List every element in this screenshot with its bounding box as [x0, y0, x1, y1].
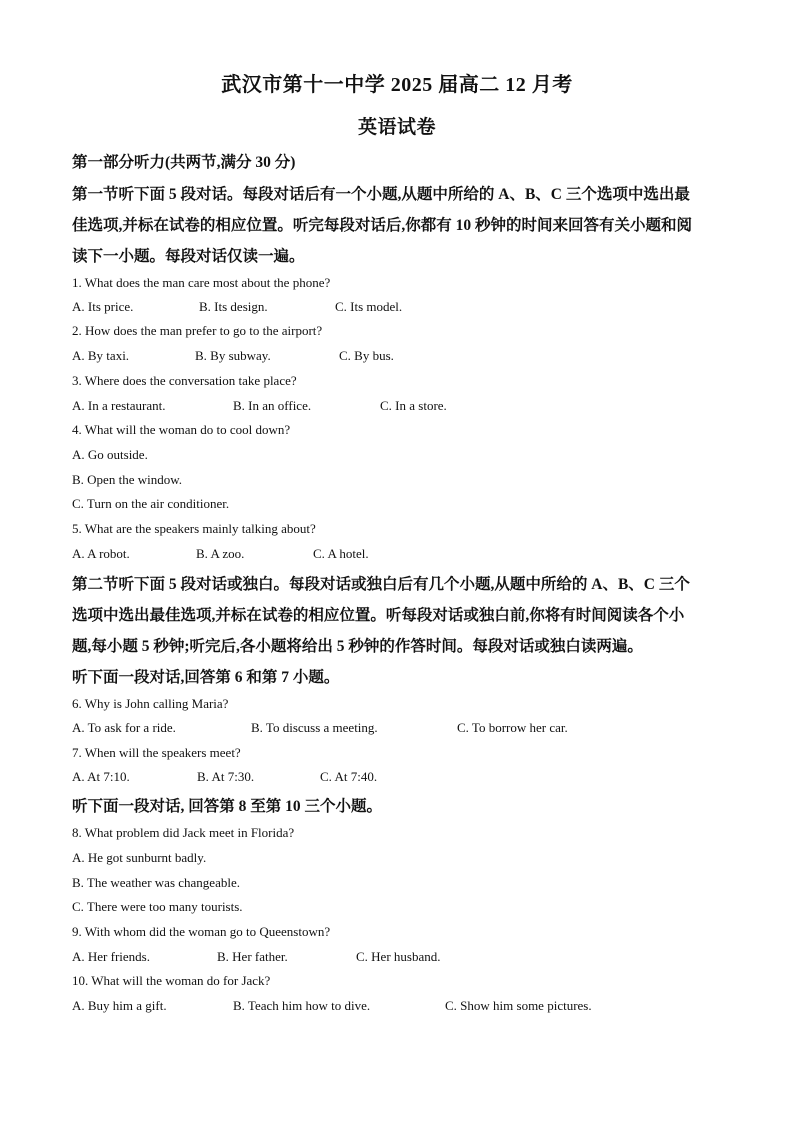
question-4-option-a: A. Go outside. [72, 447, 148, 462]
question-7-option-a: A. At 7:10. [72, 769, 130, 784]
question-2-option-b: B. By subway. [195, 348, 271, 363]
section2-instructions-line1: 第二节听下面 5 段对话或独白。每段对话或独白后有几个小题,从题中所给的 A、B、C 三个 [72, 576, 690, 593]
question-10-option-c: C. Show him some pictures. [445, 998, 592, 1013]
question-3: 3. Where does the conversation take place? [72, 373, 297, 388]
question-9-option-a: A. Her friends. [72, 949, 150, 964]
question-9: 9. With whom did the woman go to Queenstown? [72, 924, 331, 939]
question-4-option-b: B. Open the window. [72, 472, 183, 487]
question-2-option-a: A. By taxi. [72, 348, 130, 363]
group-heading-6-7: 听下面一段对话,回答第 6 和第 7 小题。 [72, 669, 340, 686]
question-7: 7. When will the speakers meet? [72, 745, 241, 760]
group-heading-8-10: 听下面一段对话, 回答第 8 至第 10 三个小题。 [72, 798, 383, 815]
question-2-option-c: C. By bus. [339, 348, 394, 363]
question-5-option-a: A. A robot. [72, 546, 130, 561]
exam-subtitle: 英语试卷 [357, 117, 436, 138]
question-10: 10. What will the woman do for Jack? [72, 973, 271, 988]
section1-instructions-line3: 读下一小题。每段对话仅读一遍。 [72, 248, 305, 265]
question-5-option-b: B. A zoo. [196, 546, 245, 561]
exam-title: 武汉市第十一中学 2025 届高二 12 月考 [221, 74, 573, 96]
question-1-option-c: C. Its model. [335, 299, 403, 314]
question-9-option-c: C. Her husband. [356, 949, 441, 964]
question-6-option-a: A. To ask for a ride. [72, 720, 176, 735]
section2-instructions-line3: 题,每小题 5 秒钟;听完后,各小题将给出 5 秒钟的作答时间。每段对话或独白读两遍。 [72, 638, 643, 655]
question-7-option-c: C. At 7:40. [320, 769, 378, 784]
part1-heading: 第一部分听力(共两节,满分 30 分) [72, 154, 296, 171]
section2-instructions-line2: 选项中选出最佳选项,并标在试卷的相应位置。听每段对话或独白前,你将有时间阅读各个小 [72, 607, 685, 624]
question-4-option-c: C. Turn on the air conditioner. [72, 496, 230, 511]
section1-instructions-line2: 佳选项,并标在试卷的相应位置。听完每段对话后,你都有 10 秒钟的时间来回答有关小题和阅 [72, 217, 693, 234]
question-3-option-b: B. In an office. [233, 398, 312, 413]
section1-instructions-line1: 第一节听下面 5 段对话。每段对话后有一个小题,从题中所给的 A、B、C 三个选项中选出最 [72, 186, 690, 203]
question-5-option-c: C. A hotel. [313, 546, 369, 561]
question-7-option-b: B. At 7:30. [197, 769, 255, 784]
question-8-option-a: A. He got sunburnt badly. [72, 850, 207, 865]
question-10-option-b: B. Teach him how to dive. [233, 998, 371, 1013]
question-9-option-b: B. Her father. [217, 949, 288, 964]
question-8-option-b: B. The weather was changeable. [72, 875, 240, 890]
question-8: 8. What problem did Jack meet in Florida? [72, 825, 295, 840]
question-4: 4. What will the woman do to cool down? [72, 422, 291, 437]
question-6-option-c: C. To borrow her car. [457, 720, 568, 735]
question-5: 5. What are the speakers mainly talking about? [72, 521, 316, 536]
question-3-option-c: C. In a store. [380, 398, 447, 413]
question-1-option-b: B. Its design. [199, 299, 268, 314]
question-10-option-a: A. Buy him a gift. [72, 998, 167, 1013]
question-2: 2. How does the man prefer to go to the airport? [72, 323, 323, 338]
question-3-option-a: A. In a restaurant. [72, 398, 166, 413]
question-1-option-a: A. Its price. [72, 299, 134, 314]
question-8-option-c: C. There were too many tourists. [72, 899, 243, 914]
question-1: 1. What does the man care most about the phone? [72, 275, 331, 290]
question-6-option-b: B. To discuss a meeting. [251, 720, 378, 735]
question-6: 6. Why is John calling Maria? [72, 696, 229, 711]
